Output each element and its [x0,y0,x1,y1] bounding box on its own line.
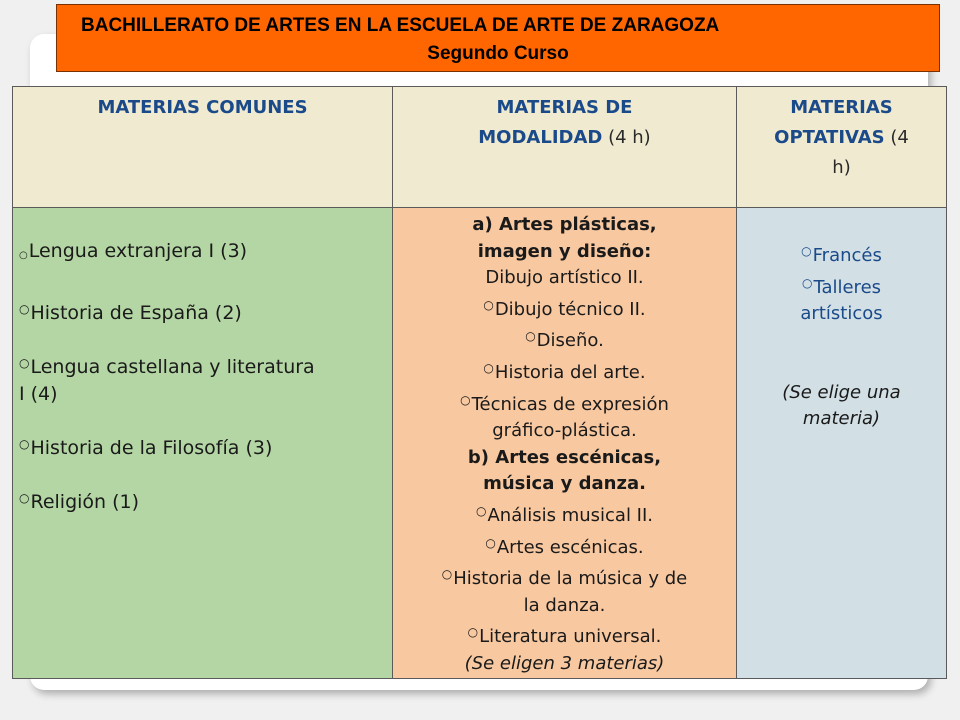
list-item: ○Historia del arte. [483,360,646,383]
optativas-note: (Se elige una materia) [782,381,901,429]
header-comunes [13,87,393,208]
circle-bullet-icon: ○ [460,392,471,407]
list-item: ○Dibujo técnico II. [483,297,646,320]
list-item: ○Religión (1) [19,491,140,513]
header-modalidad [393,87,737,208]
section-b-title-1: b) Artes escénicas, [467,446,662,468]
header-optativas-label-2: OPTATIVAS [774,127,885,148]
list-item: ○Lengua extranjera I (3) [19,240,248,262]
circle-bullet-icon: ○ [525,329,536,344]
list-item: ○Lengua castellana y literatura I (4) [19,356,315,405]
circle-bullet-icon: ○ [467,625,479,640]
circle-bullet-icon: ○ [19,302,30,316]
circle-bullet-icon: ○ [19,250,28,261]
list-item: ○Historia de la música y de [441,567,688,590]
header-modalidad-label-1: MATERIAS DE [496,97,633,118]
list-item: ○Técnicas de expresión [460,392,669,415]
circle-bullet-icon: ○ [475,503,487,518]
circle-bullet-icon: ○ [441,567,453,582]
section-b-title-2: música y danza. [483,473,646,495]
modalidad-cell [393,208,737,679]
header-optativas-hours-tail: h) [832,157,851,178]
list-item: gráfico-plástica. [492,420,637,442]
table-header-row [13,87,947,208]
header-modalidad-label-2: MODALIDAD [478,127,603,148]
circle-bullet-icon: ○ [801,244,812,258]
title-banner [56,4,940,72]
page-subtitle: Segundo Curso [427,43,569,64]
circle-bullet-icon: ○ [19,437,30,451]
comunes-cell [13,208,393,679]
header-modalidad-hours: (4 h) [608,127,651,148]
list-item: la danza. [523,594,606,616]
section-a-title-2: imagen y diseño: [477,240,652,262]
list-item: ○Análisis musical II. [475,503,654,526]
table-body-row [13,208,947,679]
page-title: BACHILLERATO DE ARTES EN LA ESCUELA DE ARTE DE ZARAGOZA [81,15,720,36]
circle-bullet-icon: ○ [485,535,496,550]
list-item: ○Diseño. [525,329,604,352]
header-optativas-hours: (4 [890,127,909,148]
list-item: ○Talleres [801,275,882,298]
circle-bullet-icon: ○ [19,356,30,370]
list-item: ○Artes escénicas. [485,535,644,558]
list-item: ○Historia de la Filosofía (3) [19,437,273,459]
circle-bullet-icon: ○ [483,360,494,375]
header-optativas-label-1: MATERIAS [790,97,893,118]
circle-bullet-icon: ○ [483,297,494,312]
modalidad-note: (Se eligen 3 materias) [464,652,665,674]
list-item: ○Literatura universal. [467,625,662,648]
subjects-table [12,86,947,679]
list-item-continued: artísticos [800,303,883,324]
list-item: ○Francés [801,244,882,266]
optativas-cell [737,208,947,679]
circle-bullet-icon: ○ [19,491,30,505]
section-a-title-1: a) Artes plásticas, [472,214,657,235]
header-optativas [737,87,947,208]
circle-bullet-icon: ○ [801,275,813,290]
list-item: ○Historia de España (2) [19,302,242,324]
header-comunes-label: MATERIAS COMUNES [97,97,308,118]
list-item: Dibujo artístico II. [485,267,644,289]
